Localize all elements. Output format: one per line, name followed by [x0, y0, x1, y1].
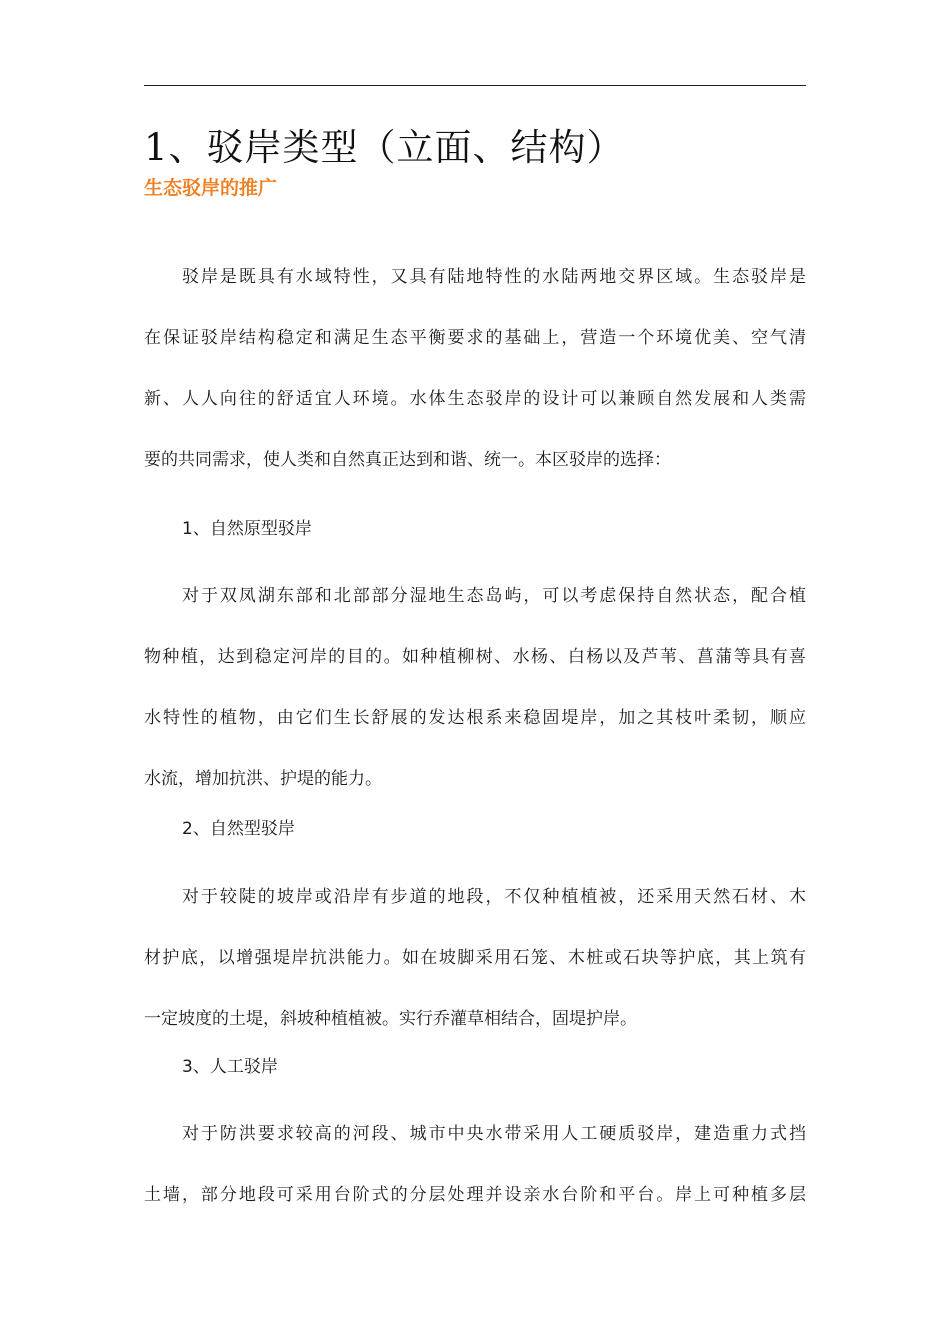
section-3-paragraph [144, 1104, 806, 1226]
section-2-paragraph [144, 867, 806, 1050]
paragraph-line: 物种植，达到稳定河岸的目的。如种植柳树、水杨、白杨以及芦苇、菖蒲等具有喜 [144, 647, 806, 667]
paragraph-line: 对于较陡的坡岸或沿岸有步道的地段，不仅种植植被，还采用天然石材、木 [182, 887, 806, 907]
paragraph-line: 要的共同需求，使人类和自然真正达到和谐、统一。本区驳岸的选择： [144, 450, 671, 470]
paragraph-line: 对于双凤湖东部和北部部分湿地生态岛屿，可以考虑保持自然状态，配合植 [182, 586, 806, 606]
paragraph-line: 驳岸是既具有水域特性，又具有陆地特性的水陆两地交界区域。生态驳岸是 [182, 267, 806, 287]
section-heading-3: 3、人工驳岸 [182, 1057, 278, 1077]
section-heading-2: 2、自然型驳岸 [182, 819, 295, 839]
intro-paragraph [144, 247, 806, 491]
paragraph-line: 水流，增加抗洪、护堤的能力。 [144, 769, 382, 789]
paragraph-line: 一定坡度的土堤，斜坡种植植被。实行乔灌草相结合，固堤护岸。 [144, 1009, 637, 1029]
paragraph-line: 材护底，以增强堤岸抗洪能力。如在坡脚采用石笼、木桩或石块等护底，其上筑有 [144, 948, 806, 968]
paragraph-line: 在保证驳岸结构稳定和满足生态平衡要求的基础上，营造一个环境优美、空气清 [144, 328, 806, 348]
section-heading-1: 1、自然原型驳岸 [182, 519, 312, 539]
paragraph-line: 水特性的植物，由它们生长舒展的发达根系来稳固堤岸，加之其枝叶柔韧，顺应 [144, 708, 806, 728]
page-title: 1、驳岸类型（立面、结构） [144, 126, 625, 169]
section-subtitle: 生态驳岸的推广 [144, 177, 278, 199]
top-rule [144, 85, 806, 86]
paragraph-line: 对于防洪要求较高的河段、城市中央水带采用人工硬质驳岸，建造重力式挡 [182, 1124, 806, 1144]
paragraph-line: 土墙，部分地段可采用台阶式的分层处理并设亲水台阶和平台。岸上可种植多层 [144, 1185, 806, 1205]
paragraph-line: 新、人人向往的舒适宜人环境。水体生态驳岸的设计可以兼顾自然发展和人类需 [144, 389, 806, 409]
section-1-paragraph [144, 566, 806, 810]
